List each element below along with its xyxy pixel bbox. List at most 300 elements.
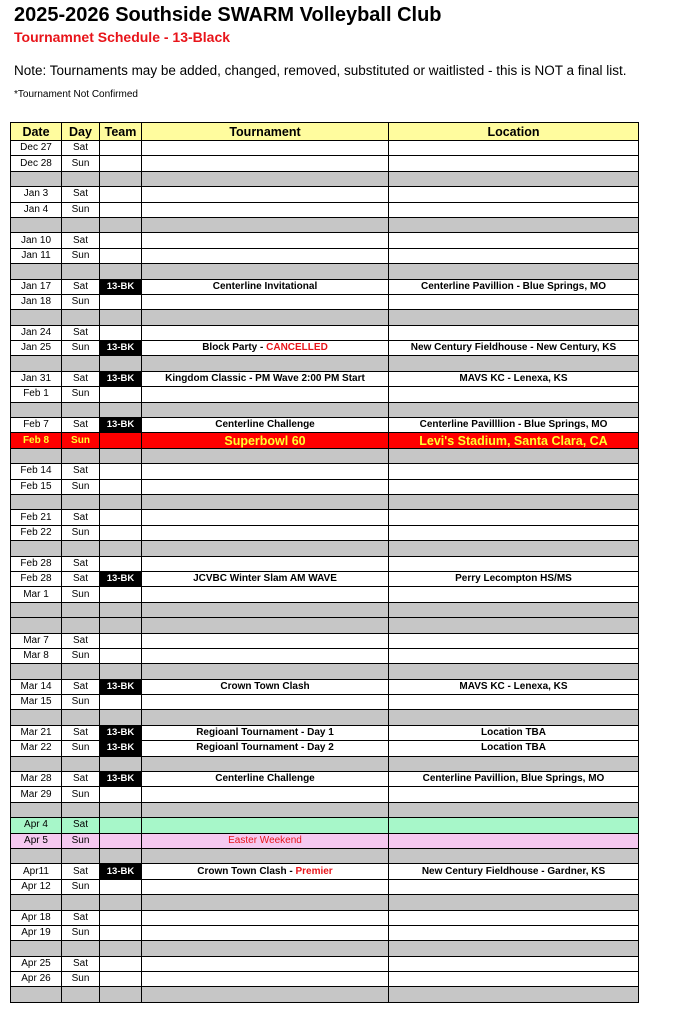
cell-date: Feb 15 bbox=[11, 479, 62, 494]
cell-location bbox=[389, 587, 639, 602]
cell-date: Mar 21 bbox=[11, 725, 62, 740]
table-row bbox=[11, 510, 639, 525]
table-row bbox=[11, 387, 639, 402]
table-row bbox=[11, 325, 639, 340]
cell-team: 13-BK bbox=[100, 864, 142, 879]
cell-date bbox=[11, 402, 62, 417]
cell-tournament bbox=[142, 217, 389, 232]
cell-location bbox=[389, 925, 639, 940]
cell-location bbox=[389, 187, 639, 202]
cell-team bbox=[100, 587, 142, 602]
separator-row bbox=[11, 987, 639, 1002]
cell-day bbox=[62, 602, 100, 617]
cell-location: Centerline Pavillion, Blue Springs, MO bbox=[389, 772, 639, 787]
cell-team bbox=[100, 941, 142, 956]
cell-day bbox=[62, 310, 100, 325]
cell-location: Centerline Pavilllion - Blue Springs, MO bbox=[389, 418, 639, 433]
cell-tournament bbox=[142, 848, 389, 863]
cell-tournament bbox=[142, 633, 389, 648]
cell-team bbox=[100, 387, 142, 402]
cell-date: Jan 4 bbox=[11, 202, 62, 217]
cell-team bbox=[100, 648, 142, 663]
cell-date: Dec 28 bbox=[11, 156, 62, 171]
cell-day: Sun bbox=[62, 202, 100, 217]
cell-day: Sat bbox=[62, 725, 100, 740]
cell-location bbox=[389, 541, 639, 556]
table-row bbox=[11, 571, 639, 586]
cell-day: Sat bbox=[62, 325, 100, 340]
cell-day bbox=[62, 987, 100, 1002]
cell-location: Location TBA bbox=[389, 741, 639, 756]
table-row bbox=[11, 141, 639, 156]
table-row bbox=[11, 833, 639, 848]
cell-team bbox=[100, 802, 142, 817]
cell-location bbox=[389, 156, 639, 171]
cell-location bbox=[389, 987, 639, 1002]
table-row bbox=[11, 956, 639, 971]
table-row bbox=[11, 695, 639, 710]
cell-date: Feb 7 bbox=[11, 418, 62, 433]
separator-row bbox=[11, 941, 639, 956]
table-row bbox=[11, 648, 639, 663]
cell-tournament bbox=[142, 664, 389, 679]
cell-location: Centerline Pavillion - Blue Springs, MO bbox=[389, 279, 639, 294]
cell-day bbox=[62, 264, 100, 279]
separator-row bbox=[11, 356, 639, 371]
cell-tournament bbox=[142, 141, 389, 156]
col-header-tournament: Tournament bbox=[142, 123, 389, 141]
tournament-status: CANCELLED bbox=[266, 342, 328, 354]
cell-day: Sat bbox=[62, 818, 100, 833]
cell-team bbox=[100, 294, 142, 309]
cell-date: Feb 21 bbox=[11, 510, 62, 525]
cell-location bbox=[389, 710, 639, 725]
cell-team bbox=[100, 879, 142, 894]
cell-day bbox=[62, 618, 100, 633]
cell-location bbox=[389, 879, 639, 894]
cell-date: Jan 18 bbox=[11, 294, 62, 309]
cell-day: Sun bbox=[62, 741, 100, 756]
cell-day: Sat bbox=[62, 956, 100, 971]
cell-tournament bbox=[142, 171, 389, 186]
cell-location bbox=[389, 648, 639, 663]
cell-location: New Century Fieldhouse - Gardner, KS bbox=[389, 864, 639, 879]
table-row bbox=[11, 772, 639, 787]
cell-date: Feb 28 bbox=[11, 556, 62, 571]
cell-team bbox=[100, 217, 142, 232]
col-header-day: Day bbox=[62, 123, 100, 141]
cell-location bbox=[389, 387, 639, 402]
table-row bbox=[11, 787, 639, 802]
table-row bbox=[11, 156, 639, 171]
cell-team bbox=[100, 818, 142, 833]
page-title: 2025-2026 Southside SWARM Volleyball Club bbox=[14, 4, 442, 26]
cell-tournament: Regioanl Tournament - Day 1 bbox=[142, 725, 389, 740]
cell-tournament bbox=[142, 248, 389, 263]
col-header-team: Team bbox=[100, 123, 142, 141]
cell-day: Sat bbox=[62, 864, 100, 879]
cell-tournament bbox=[142, 648, 389, 663]
table-header-row bbox=[11, 123, 639, 141]
cell-team: 13-BK bbox=[100, 341, 142, 356]
cell-team bbox=[100, 602, 142, 617]
cell-team bbox=[100, 848, 142, 863]
separator-row bbox=[11, 756, 639, 771]
cell-tournament bbox=[142, 787, 389, 802]
table-row bbox=[11, 633, 639, 648]
cell-location bbox=[389, 217, 639, 232]
cell-team bbox=[100, 910, 142, 925]
cell-date: Apr 19 bbox=[11, 925, 62, 940]
table-row bbox=[11, 864, 639, 879]
cell-team: 13-BK bbox=[100, 725, 142, 740]
cell-tournament bbox=[142, 202, 389, 217]
cell-day: Sun bbox=[62, 433, 100, 448]
cell-location bbox=[389, 956, 639, 971]
cell-day: Sat bbox=[62, 233, 100, 248]
cell-day bbox=[62, 895, 100, 910]
separator-row bbox=[11, 494, 639, 509]
separator-row bbox=[11, 402, 639, 417]
table-row bbox=[11, 925, 639, 940]
cell-date: Mar 7 bbox=[11, 633, 62, 648]
cell-team bbox=[100, 156, 142, 171]
cell-day: Sun bbox=[62, 648, 100, 663]
cell-date: Apr 26 bbox=[11, 972, 62, 987]
table-row bbox=[11, 187, 639, 202]
cell-date bbox=[11, 710, 62, 725]
cell-location bbox=[389, 910, 639, 925]
cell-date: Feb 1 bbox=[11, 387, 62, 402]
cell-tournament bbox=[142, 187, 389, 202]
cell-location bbox=[389, 494, 639, 509]
cell-tournament: Centerline Invitational bbox=[142, 279, 389, 294]
cell-tournament bbox=[142, 156, 389, 171]
cell-date: Apr 12 bbox=[11, 879, 62, 894]
cell-day bbox=[62, 356, 100, 371]
cell-date: Dec 27 bbox=[11, 141, 62, 156]
cell-location bbox=[389, 895, 639, 910]
cell-team bbox=[100, 479, 142, 494]
table-row bbox=[11, 202, 639, 217]
cell-tournament bbox=[142, 264, 389, 279]
cell-day: Sat bbox=[62, 772, 100, 787]
table-row bbox=[11, 741, 639, 756]
table-row bbox=[11, 294, 639, 309]
cell-day: Sun bbox=[62, 925, 100, 940]
cell-location bbox=[389, 264, 639, 279]
cell-tournament bbox=[142, 356, 389, 371]
cell-tournament bbox=[142, 525, 389, 540]
cell-location bbox=[389, 294, 639, 309]
cell-day: Sat bbox=[62, 910, 100, 925]
cell-tournament bbox=[142, 941, 389, 956]
cell-tournament bbox=[142, 510, 389, 525]
cell-team bbox=[100, 618, 142, 633]
cell-tournament bbox=[142, 479, 389, 494]
cell-team bbox=[100, 987, 142, 1002]
page-subtitle: Tournamnet Schedule - 13-Black bbox=[14, 29, 231, 45]
cell-day: Sat bbox=[62, 464, 100, 479]
cell-team bbox=[100, 264, 142, 279]
schedule-body bbox=[11, 141, 639, 1003]
separator-row bbox=[11, 710, 639, 725]
cell-tournament: Regioanl Tournament - Day 2 bbox=[142, 741, 389, 756]
cell-date: Mar 28 bbox=[11, 772, 62, 787]
cell-tournament bbox=[142, 710, 389, 725]
cell-date bbox=[11, 448, 62, 463]
cell-location: Location TBA bbox=[389, 725, 639, 740]
cell-tournament bbox=[142, 233, 389, 248]
cell-tournament bbox=[142, 910, 389, 925]
separator-row bbox=[11, 264, 639, 279]
cell-date: Apr 5 bbox=[11, 833, 62, 848]
cell-date bbox=[11, 356, 62, 371]
cell-location: New Century Fieldhouse - New Century, KS bbox=[389, 341, 639, 356]
cell-tournament: Centerline Challenge bbox=[142, 418, 389, 433]
cell-team bbox=[100, 787, 142, 802]
cell-team bbox=[100, 141, 142, 156]
cell-tournament bbox=[142, 618, 389, 633]
cell-date: Jan 11 bbox=[11, 248, 62, 263]
cell-day bbox=[62, 171, 100, 186]
cell-date bbox=[11, 941, 62, 956]
cell-day: Sun bbox=[62, 387, 100, 402]
table-row bbox=[11, 910, 639, 925]
cell-day: Sun bbox=[62, 787, 100, 802]
table-row bbox=[11, 525, 639, 540]
cell-day: Sun bbox=[62, 695, 100, 710]
cell-location bbox=[389, 818, 639, 833]
cell-location bbox=[389, 525, 639, 540]
schedule-table bbox=[10, 122, 639, 1003]
cell-date: Jan 24 bbox=[11, 325, 62, 340]
cell-date: Mar 8 bbox=[11, 648, 62, 663]
cell-day bbox=[62, 541, 100, 556]
cell-tournament bbox=[142, 864, 389, 879]
cell-team bbox=[100, 310, 142, 325]
cell-team: 13-BK bbox=[100, 679, 142, 694]
cell-tournament bbox=[142, 387, 389, 402]
cell-date: Jan 31 bbox=[11, 371, 62, 386]
cell-location bbox=[389, 510, 639, 525]
table-row bbox=[11, 341, 639, 356]
cell-tournament bbox=[142, 833, 389, 848]
cell-team bbox=[100, 248, 142, 263]
cell-date: Feb 28 bbox=[11, 571, 62, 586]
cell-tournament bbox=[142, 541, 389, 556]
cell-location: Perry Lecompton HS/MS bbox=[389, 571, 639, 586]
table-row bbox=[11, 464, 639, 479]
table-row bbox=[11, 479, 639, 494]
cell-team bbox=[100, 202, 142, 217]
cell-date: Apr 25 bbox=[11, 956, 62, 971]
cell-location bbox=[389, 941, 639, 956]
separator-row bbox=[11, 848, 639, 863]
cell-day: Sat bbox=[62, 141, 100, 156]
cell-tournament: Kingdom Classic - PM Wave 2:00 PM Start bbox=[142, 371, 389, 386]
cell-tournament: Centerline Challenge bbox=[142, 772, 389, 787]
separator-row bbox=[11, 217, 639, 232]
cell-location bbox=[389, 202, 639, 217]
cell-date bbox=[11, 756, 62, 771]
cell-team bbox=[100, 356, 142, 371]
cell-date bbox=[11, 848, 62, 863]
cell-team: 13-BK bbox=[100, 571, 142, 586]
cell-team: 13-BK bbox=[100, 371, 142, 386]
cell-location bbox=[389, 833, 639, 848]
cell-date bbox=[11, 802, 62, 817]
cell-tournament bbox=[142, 756, 389, 771]
cell-date bbox=[11, 664, 62, 679]
tournament-status: Premier bbox=[295, 865, 333, 877]
cell-location bbox=[389, 633, 639, 648]
cell-location bbox=[389, 556, 639, 571]
cell-day: Sun bbox=[62, 156, 100, 171]
cell-location bbox=[389, 233, 639, 248]
cell-date: Mar 1 bbox=[11, 587, 62, 602]
table-row bbox=[11, 725, 639, 740]
separator-row bbox=[11, 171, 639, 186]
cell-location bbox=[389, 479, 639, 494]
cell-tournament bbox=[142, 587, 389, 602]
cell-date: Feb 14 bbox=[11, 464, 62, 479]
cell-location: MAVS KC - Lenexa, KS bbox=[389, 679, 639, 694]
cell-team bbox=[100, 171, 142, 186]
cell-date: Jan 3 bbox=[11, 187, 62, 202]
tournament-name: Crown Town Clash - bbox=[197, 865, 296, 877]
cell-date: Feb 22 bbox=[11, 525, 62, 540]
cell-day bbox=[62, 756, 100, 771]
cell-location bbox=[389, 787, 639, 802]
cell-tournament bbox=[142, 818, 389, 833]
cell-day: Sat bbox=[62, 371, 100, 386]
cell-team bbox=[100, 541, 142, 556]
cell-team bbox=[100, 710, 142, 725]
cell-tournament: Superbowl 60 bbox=[142, 433, 389, 448]
cell-location bbox=[389, 695, 639, 710]
cell-day: Sun bbox=[62, 972, 100, 987]
cell-location bbox=[389, 402, 639, 417]
cell-tournament bbox=[142, 956, 389, 971]
cell-team bbox=[100, 233, 142, 248]
cell-tournament bbox=[142, 402, 389, 417]
cell-date bbox=[11, 171, 62, 186]
separator-row bbox=[11, 310, 639, 325]
cell-date bbox=[11, 602, 62, 617]
cell-date: Mar 14 bbox=[11, 679, 62, 694]
table-row bbox=[11, 879, 639, 894]
table-row bbox=[11, 679, 639, 694]
cell-location bbox=[389, 618, 639, 633]
cell-day: Sat bbox=[62, 510, 100, 525]
cell-day bbox=[62, 448, 100, 463]
cell-day bbox=[62, 402, 100, 417]
table-row bbox=[11, 248, 639, 263]
cell-date bbox=[11, 541, 62, 556]
cell-date: Jan 10 bbox=[11, 233, 62, 248]
cell-tournament bbox=[142, 925, 389, 940]
cell-date bbox=[11, 217, 62, 232]
cell-team bbox=[100, 925, 142, 940]
cell-day: Sun bbox=[62, 525, 100, 540]
table-row bbox=[11, 587, 639, 602]
cell-team bbox=[100, 633, 142, 648]
cell-tournament bbox=[142, 325, 389, 340]
cell-tournament bbox=[142, 879, 389, 894]
cell-tournament: JCVBC Winter Slam AM WAVE bbox=[142, 571, 389, 586]
cell-date: Apr 18 bbox=[11, 910, 62, 925]
cell-date bbox=[11, 987, 62, 1002]
cell-team bbox=[100, 433, 142, 448]
separator-row bbox=[11, 802, 639, 817]
table-row bbox=[11, 279, 639, 294]
cell-location: MAVS KC - Lenexa, KS bbox=[389, 371, 639, 386]
cell-team bbox=[100, 187, 142, 202]
cell-day bbox=[62, 217, 100, 232]
cell-tournament bbox=[142, 695, 389, 710]
table-row bbox=[11, 418, 639, 433]
cell-location bbox=[389, 664, 639, 679]
cell-day: Sat bbox=[62, 418, 100, 433]
cell-date: Mar 15 bbox=[11, 695, 62, 710]
table-row bbox=[11, 972, 639, 987]
cell-tournament bbox=[142, 556, 389, 571]
cell-location: Levi's Stadium, Santa Clara, CA bbox=[389, 433, 639, 448]
table-row bbox=[11, 818, 639, 833]
cell-team bbox=[100, 402, 142, 417]
cell-location bbox=[389, 448, 639, 463]
cell-day: Sat bbox=[62, 279, 100, 294]
cell-tournament bbox=[142, 448, 389, 463]
cell-location bbox=[389, 756, 639, 771]
col-header-location: Location bbox=[389, 123, 639, 141]
cell-team bbox=[100, 556, 142, 571]
cell-team: 13-BK bbox=[100, 772, 142, 787]
cell-date: Feb 8 bbox=[11, 433, 62, 448]
separator-row bbox=[11, 664, 639, 679]
cell-date bbox=[11, 264, 62, 279]
col-header-date: Date bbox=[11, 123, 62, 141]
cell-team bbox=[100, 833, 142, 848]
cell-tournament bbox=[142, 341, 389, 356]
cell-tournament bbox=[142, 895, 389, 910]
cell-team: 13-BK bbox=[100, 418, 142, 433]
holiday-label: Easter Weekend bbox=[228, 834, 302, 846]
cell-day: Sat bbox=[62, 571, 100, 586]
cell-day: Sat bbox=[62, 633, 100, 648]
cell-day bbox=[62, 941, 100, 956]
cell-location bbox=[389, 141, 639, 156]
cell-team bbox=[100, 525, 142, 540]
cell-day bbox=[62, 802, 100, 817]
separator-row bbox=[11, 448, 639, 463]
cell-team bbox=[100, 695, 142, 710]
cell-day: Sun bbox=[62, 479, 100, 494]
cell-day bbox=[62, 494, 100, 509]
separator-row bbox=[11, 602, 639, 617]
cell-team bbox=[100, 972, 142, 987]
cell-day: Sun bbox=[62, 587, 100, 602]
separator-row bbox=[11, 895, 639, 910]
table-row bbox=[11, 233, 639, 248]
cell-day: Sun bbox=[62, 833, 100, 848]
table-row bbox=[11, 556, 639, 571]
table-row bbox=[11, 371, 639, 386]
cell-location bbox=[389, 802, 639, 817]
schedule-note: Note: Tournaments may be added, changed, removed, substituted or waitlisted - this is NOT a final list. bbox=[14, 63, 627, 78]
cell-location bbox=[389, 972, 639, 987]
